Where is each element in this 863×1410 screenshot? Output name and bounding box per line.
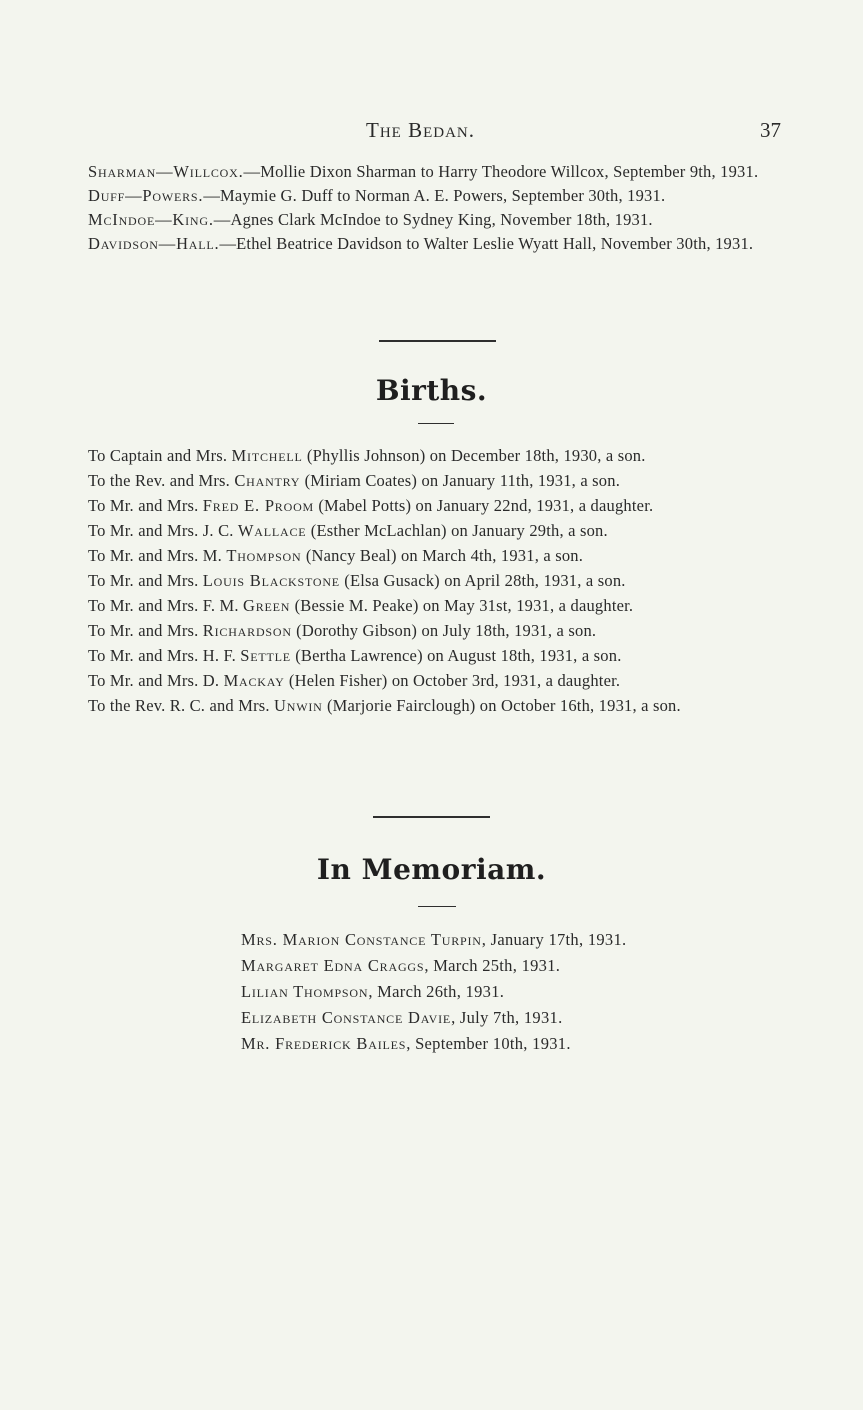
birth-surname: Mitchell xyxy=(231,446,303,465)
marriage-names: McIndoe—King. xyxy=(88,210,214,229)
births-heading: Births. xyxy=(375,374,488,407)
birth-surname: Louis Blackstone xyxy=(202,571,340,590)
memoriam-date: , September 10th, 1931. xyxy=(406,1034,571,1053)
memoriam-name: Mr. Frederick Bailes xyxy=(241,1034,407,1053)
birth-prefix: To Mr. and Mrs. xyxy=(88,496,203,515)
memoriam-heading: In Memoriam. xyxy=(316,853,547,886)
page-number: 37 xyxy=(760,118,781,142)
marriage-names: Duff—Powers. xyxy=(88,186,204,205)
marriage-entry xyxy=(88,234,786,253)
marriage-text: —Mollie Dixon Sharman to Harry Theodore Willcox, September 9th, 1931. xyxy=(243,162,759,181)
births-list xyxy=(88,446,786,721)
birth-surname: Wallace xyxy=(237,521,307,540)
birth-surname: Green xyxy=(243,596,291,615)
birth-entry xyxy=(88,571,786,590)
memoriam-date: , March 25th, 1931. xyxy=(424,956,561,975)
marriage-entry xyxy=(88,162,786,181)
birth-text: (Helen Fisher) on October 3rd, 1931, a daughter. xyxy=(284,671,621,690)
birth-text: (Dorothy Gibson) on July 18th, 1931, a son. xyxy=(291,621,597,640)
memoriam-entry xyxy=(241,930,781,949)
birth-entry xyxy=(88,471,786,490)
birth-surname: Fred E. Proom xyxy=(202,496,315,515)
marriage-entry xyxy=(88,210,786,229)
heading-rule xyxy=(418,423,454,424)
memoriam-name: Mrs. Marion Constance Turpin xyxy=(241,930,482,949)
memoriam-name: Elizabeth Constance Davie xyxy=(241,1008,452,1027)
marriage-names: Sharman—Willcox. xyxy=(88,162,244,181)
birth-text: (Mabel Potts) on January 22nd, 1931, a daughter. xyxy=(314,496,654,515)
memoriam-list xyxy=(241,930,781,1060)
birth-prefix: To Mr. and Mrs. D. xyxy=(88,671,224,690)
marriage-entry xyxy=(88,186,786,205)
birth-prefix: To Mr. and Mrs. H. F. xyxy=(88,646,241,665)
birth-text: (Elsa Gusack) on April 28th, 1931, a son. xyxy=(339,571,626,590)
birth-entry xyxy=(88,546,786,565)
birth-text: (Bessie M. Peake) on May 31st, 1931, a daughter. xyxy=(290,596,634,615)
birth-entry xyxy=(88,696,786,715)
birth-text: (Phyllis Johnson) on December 18th, 1930, a son. xyxy=(302,446,646,465)
birth-surname: Richardson xyxy=(202,621,292,640)
birth-prefix: To Mr. and Mrs. xyxy=(88,621,203,640)
marriage-text: —Agnes Clark McIndoe to Sydney King, November 18th, 1931. xyxy=(213,210,653,229)
memoriam-entry xyxy=(241,1008,781,1027)
birth-surname: Thompson xyxy=(226,546,302,565)
marriage-text: —Maymie G. Duff to Norman A. E. Powers, September 30th, 1931. xyxy=(203,186,666,205)
birth-prefix: To Captain and Mrs. xyxy=(88,446,232,465)
section-divider xyxy=(379,340,496,342)
birth-prefix: To Mr. and Mrs. J. C. xyxy=(88,521,238,540)
birth-surname: Mackay xyxy=(223,671,285,690)
birth-prefix: To the Rev. and Mrs. xyxy=(88,471,235,490)
section-divider xyxy=(373,816,490,818)
birth-entry xyxy=(88,496,786,515)
birth-surname: Unwin xyxy=(274,696,323,715)
birth-text: (Miriam Coates) on January 11th, 1931, a son. xyxy=(300,471,621,490)
memoriam-date: , January 17th, 1931. xyxy=(481,930,627,949)
birth-prefix: To Mr. and Mrs. M. xyxy=(88,546,227,565)
memoriam-date: , March 26th, 1931. xyxy=(368,982,505,1001)
marriages-list xyxy=(88,162,786,258)
birth-prefix: To Mr. and Mrs. xyxy=(88,571,203,590)
birth-text: (Marjorie Fairclough) on October 16th, 1931, a son. xyxy=(322,696,681,715)
birth-text: (Nancy Beal) on March 4th, 1931, a son. xyxy=(301,546,584,565)
birth-surname: Chantry xyxy=(234,471,301,490)
marriage-names: Davidson—Hall. xyxy=(88,234,220,253)
memoriam-entry xyxy=(241,956,781,975)
memoriam-name: Margaret Edna Craggs xyxy=(241,956,425,975)
memoriam-entry xyxy=(241,982,781,1001)
birth-prefix: To Mr. and Mrs. F. M. xyxy=(88,596,244,615)
birth-entry xyxy=(88,446,786,465)
birth-surname: Settle xyxy=(240,646,291,665)
memoriam-date: , July 7th, 1931. xyxy=(451,1008,563,1027)
running-head xyxy=(0,118,863,148)
birth-entry xyxy=(88,621,786,640)
journal-title: The Bedan. xyxy=(366,118,475,142)
birth-text: (Bertha Lawrence) on August 18th, 1931, a son. xyxy=(290,646,622,665)
marriage-text: —Ethel Beatrice Davidson to Walter Leslie Wyatt Hall, November 30th, 1931. xyxy=(219,234,754,253)
birth-entry xyxy=(88,671,786,690)
birth-entry xyxy=(88,521,786,540)
memoriam-name: Lilian Thompson xyxy=(241,982,369,1001)
heading-rule xyxy=(418,906,456,907)
birth-text: (Esther McLachlan) on January 29th, a son. xyxy=(306,521,608,540)
memoriam-entry xyxy=(241,1034,781,1053)
birth-entry xyxy=(88,646,786,665)
birth-entry xyxy=(88,596,786,615)
birth-prefix: To the Rev. R. C. and Mrs. xyxy=(88,696,275,715)
